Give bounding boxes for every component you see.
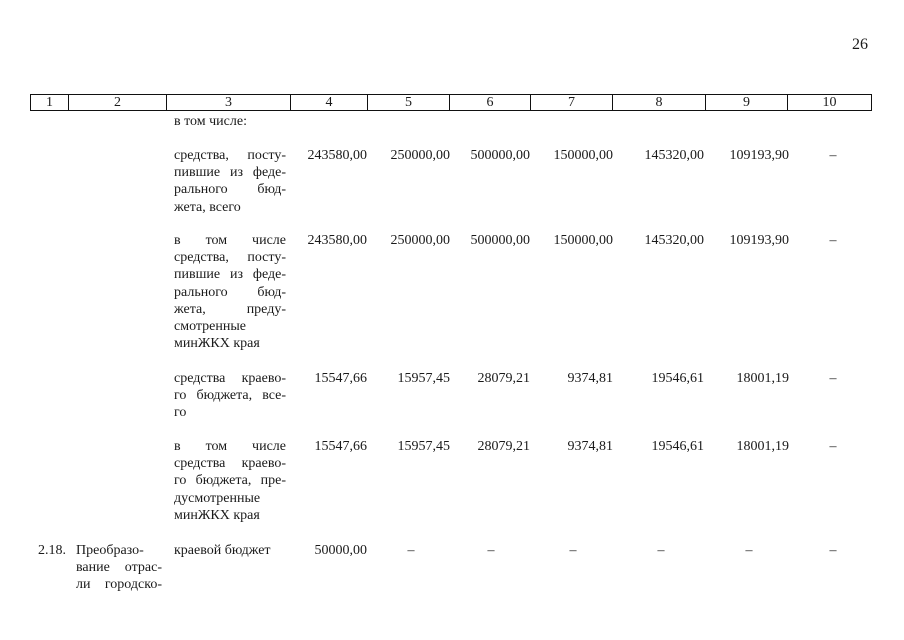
row-0-col-9: 109193,90	[729, 148, 789, 163]
row-4-col-5: –	[407, 543, 415, 558]
row-3-desc-line: минЖКХ края	[174, 507, 260, 523]
row-4-col-9: –	[745, 543, 753, 558]
row-1-desc-line: в том числе	[174, 233, 286, 248]
row-1-col-7: 150000,00	[553, 233, 613, 248]
row-2-col-4: 15547,66	[314, 371, 367, 386]
header-col-8: 8	[613, 95, 706, 110]
row-4-name	[76, 542, 162, 594]
row-0-col-10: –	[829, 148, 837, 163]
header-col-2: 2	[69, 95, 167, 110]
row-2-col-5: 15957,45	[397, 371, 450, 386]
row-1-col-9: 109193,90	[729, 233, 789, 248]
row-1-desc-line: пившие из феде-	[174, 267, 286, 283]
row-3-col-7: 9374,81	[567, 439, 613, 454]
row-0-col-5: 250000,00	[390, 148, 450, 163]
row-1-col-8: 145320,00	[644, 233, 704, 248]
row-1-col-10: –	[829, 233, 837, 248]
row-3-desc-line: го бюджета, пре-	[174, 473, 286, 489]
row-1-desc-line: смотренные	[174, 319, 246, 335]
row-3-col-8: 19546,61	[651, 439, 704, 454]
row-4-col-8: –	[657, 543, 665, 558]
row-0-description	[174, 147, 286, 216]
row-3-col-9: 18001,19	[736, 439, 789, 454]
row-1-description	[174, 232, 286, 352]
header-col-7: 7	[531, 95, 613, 110]
row-3-col-5: 15957,45	[397, 439, 450, 454]
row-0-col-6: 500000,00	[470, 148, 530, 163]
header-col-4: 4	[291, 95, 368, 110]
row-0-desc-line: жета, всего	[174, 199, 241, 215]
row-2-col-10: –	[829, 371, 837, 386]
row-2-col-6: 28079,21	[477, 371, 530, 386]
row-2-desc-line: го	[174, 405, 187, 421]
row-4-col-6: –	[487, 543, 495, 558]
row-4-col-10: –	[829, 543, 837, 558]
row-4-col-7: –	[569, 543, 577, 558]
row-1-col-4: 243580,00	[307, 233, 367, 248]
row-0-col-7: 150000,00	[553, 148, 613, 163]
row-3-col-6: 28079,21	[477, 439, 530, 454]
row-4-desc-line: краевой бюджет	[174, 543, 271, 558]
row-1-col-5: 250000,00	[390, 233, 450, 248]
row-0-desc-line: рального бюд-	[174, 182, 286, 198]
row-1-col-6: 500000,00	[470, 233, 530, 248]
row-0-col-8: 145320,00	[644, 148, 704, 163]
row-1-desc-line: рального бюд-	[174, 284, 286, 300]
row-3-desc-line: в том числе	[174, 439, 286, 454]
row-2-desc-line: средства краево-	[174, 371, 286, 386]
row-2-description	[174, 370, 286, 422]
row-0-col-4: 243580,00	[307, 148, 367, 163]
row-4-col-4: 50000,00	[314, 543, 367, 558]
row-1-desc-line: средства, посту-	[174, 250, 286, 266]
row-4-name-line: Преобразо-	[76, 543, 144, 558]
row-3-desc-line: средства краево-	[174, 456, 286, 472]
row-3-col-4: 15547,66	[314, 439, 367, 454]
row-1-desc-line: минЖКХ края	[174, 336, 260, 352]
header-col-9: 9	[706, 95, 788, 110]
row-2-col-9: 18001,19	[736, 371, 789, 386]
header-col-1: 1	[31, 95, 69, 110]
intro-text: в том числе:	[174, 114, 247, 129]
row-3-description	[174, 438, 286, 524]
row-3-col-10: –	[829, 439, 837, 454]
header-col-3: 3	[167, 95, 291, 110]
header-col-6: 6	[450, 95, 531, 110]
row-3-desc-line: дусмотренные	[174, 490, 261, 506]
row-4-number: 2.18.	[38, 543, 66, 558]
row-1-desc-line: жета, преду-	[174, 301, 286, 317]
page-number: 26	[852, 36, 868, 53]
row-2-col-7: 9374,81	[567, 371, 613, 386]
row-2-desc-line: го бюджета, все-	[174, 388, 286, 404]
table-header-row	[30, 94, 872, 111]
row-2-col-8: 19546,61	[651, 371, 704, 386]
header-col-5: 5	[368, 95, 450, 110]
row-0-desc-line: средства, посту-	[174, 148, 286, 163]
row-4-name-line: ли городско-	[76, 577, 162, 593]
header-col-10: 10	[822, 95, 837, 110]
row-0-desc-line: пившие из феде-	[174, 165, 286, 181]
row-4-name-line: вание отрас-	[76, 560, 162, 576]
